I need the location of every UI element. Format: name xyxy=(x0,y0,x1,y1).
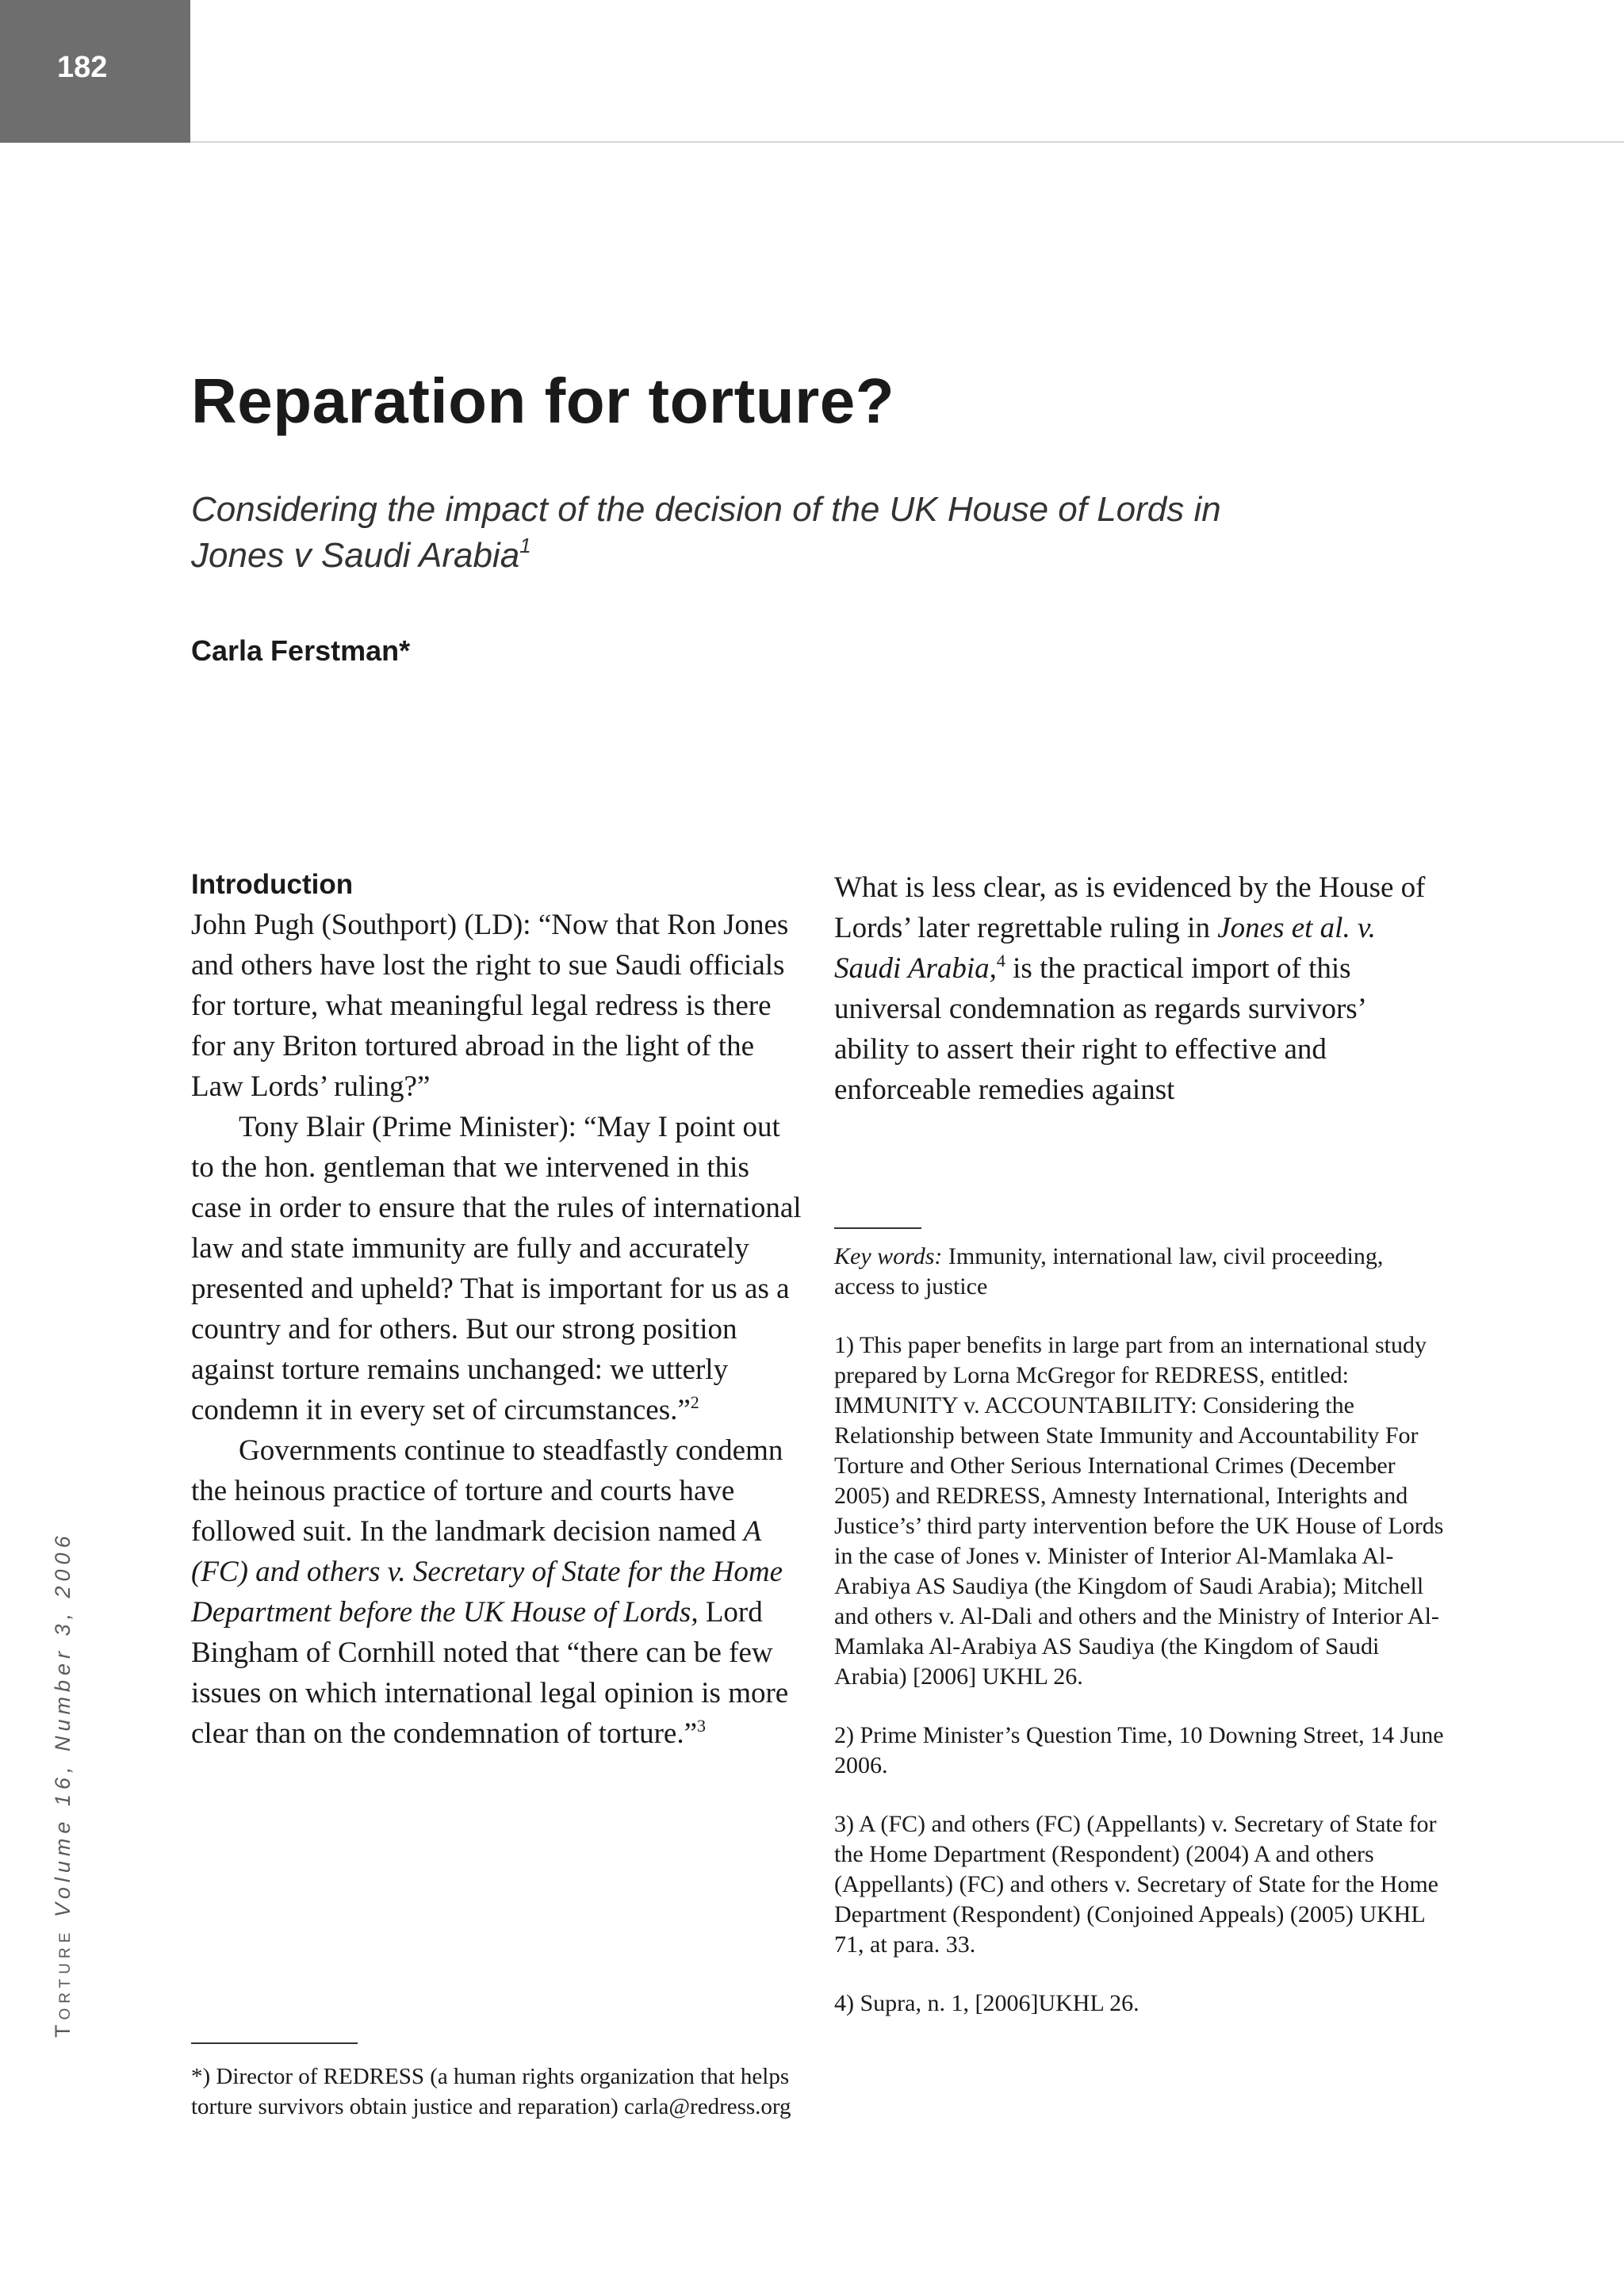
author-name: Carla Ferstman* xyxy=(191,634,411,667)
footnote-separator-right xyxy=(834,1227,921,1229)
footnote-marker-2[interactable]: 2 xyxy=(690,1392,699,1412)
journal-issue: Volume 16, Number 3, 2006 xyxy=(51,1531,75,1918)
footnote-marker-3-inline[interactable]: 3 xyxy=(697,1716,706,1736)
subtitle-text: Considering the impact of the decision of the UK House of Lords in Jones v Saudi Arabia xyxy=(191,490,1221,575)
body-column-right xyxy=(834,867,1445,1110)
notes-column-right xyxy=(834,1242,1445,2047)
paragraph-governments xyxy=(191,1430,802,1754)
article-subtitle xyxy=(191,487,1301,579)
keywords xyxy=(834,1242,1445,1302)
journal-name: Torture xyxy=(51,1927,75,2038)
footnote-4: 4) Supra, n. 1, [2006]UKHL 26. xyxy=(834,1990,1139,2016)
footnote-separator-left xyxy=(191,2042,358,2044)
footnote-1: 1) This paper benefits in large part from an international study prepared by Lorna McGregor for REDRESS, entitled: IMMUNITY v. ACCOUNTABILITY: Considering the Relationship between State Immunity and Accountability For Torture and Other Serious International Crimes (December 2005) and REDRESS, Amnesty International, Interights and Justice’s’ third party intervention before the UK House of Lords in the case of Jones v. Minister of Interior Al-Mamlaka Al-Arabiya AS Saudiya (the Kingdom of Saudi Arabia); Mitchell and others v. Al-Dali and others and the Ministry of Interior Al-Mamlaka Al-Arabiya AS Saudiya (the Kingdom of Saudi Arabia) [2006] UKHL 26. xyxy=(834,1332,1444,1690)
section-heading-introduction: Introduction xyxy=(191,869,354,900)
blair-answer-text: Tony Blair (Prime Minister): “May I point out to the hon. gentleman that we intervened in this case in order to ensure that the rules of international law and state immunity are fully and accurately presented and upheld? That is important for us as a country and for others. But our strong position against torture remains unchanged: we utterly condemn it in every set of circumstances.” xyxy=(191,1111,802,1426)
case-name-jones-v-saudi: Jones et al. v. Saudi Arabia, xyxy=(834,912,1376,985)
footnote-marker-4[interactable]: 4 xyxy=(996,951,1005,970)
paragraph-governments-continued xyxy=(834,867,1445,1110)
paragraph-pugh-question: John Pugh (Southport) (LD): “Now that Ron Jones and others have lost the right to sue Saudi officials for torture, what meaningful legal redress is there for any Briton tortured abroad in the light of the Law Lords’ ruling?” xyxy=(191,909,789,1103)
footnote-2: 2) Prime Minister’s Question Time, 10 Downing Street, 14 June 2006. xyxy=(834,1722,1444,1778)
header-rule xyxy=(190,141,1624,143)
continued-text-start: What is less clear, as is evidenced by the House of Lords’ later regrettable ruling in xyxy=(834,871,1426,944)
keywords-label: Key words: xyxy=(834,1243,943,1269)
running-head xyxy=(51,1531,82,2038)
governments-text-end: Lord Bingham of Cornhill noted that “there can be few issues on which international legal opinion is more clear than on the condemnation of torture.” xyxy=(191,1596,789,1750)
continued-text-end: is the practical import of this universal condemnation as regards survivors’ ability to assert their right to effective and enforceable remedies against xyxy=(834,952,1365,1106)
page-number-tab xyxy=(0,0,190,143)
article-title: Reparation for torture? xyxy=(191,366,895,436)
paragraph-blair-answer xyxy=(191,1107,802,1430)
subtitle-footnote-marker[interactable]: 1 xyxy=(519,534,531,557)
page-number: 182 xyxy=(57,51,108,84)
author-footnote: *) Director of REDRESS (a human rights organization that helps torture survivors obtain justice and reparation) carla@redress.org xyxy=(191,2064,791,2119)
keywords-text: Immunity, international law, civil proceeding, access to justice xyxy=(834,1243,1384,1300)
case-name-a-v-home-secretary: A (FC) and others v. Secretary of State for the Home Department before the UK House of Lords, xyxy=(191,1515,783,1629)
governments-text-start: Governments continue to steadfastly condemn the heinous practice of torture and courts have followed suit. In the landmark decision named xyxy=(191,1434,783,1548)
body-column-left xyxy=(191,864,802,1754)
footnote-3: 3) A (FC) and others (FC) (Appellants) v. Secretary of State for the Home Department (Respondent) (2004) A and others (Appellants) (FC) and others v. Secretary of State for the Home Department (Respondent) (Conjoined Appeals) (2005) UKHL 71, at para. 33. xyxy=(834,1811,1438,1958)
